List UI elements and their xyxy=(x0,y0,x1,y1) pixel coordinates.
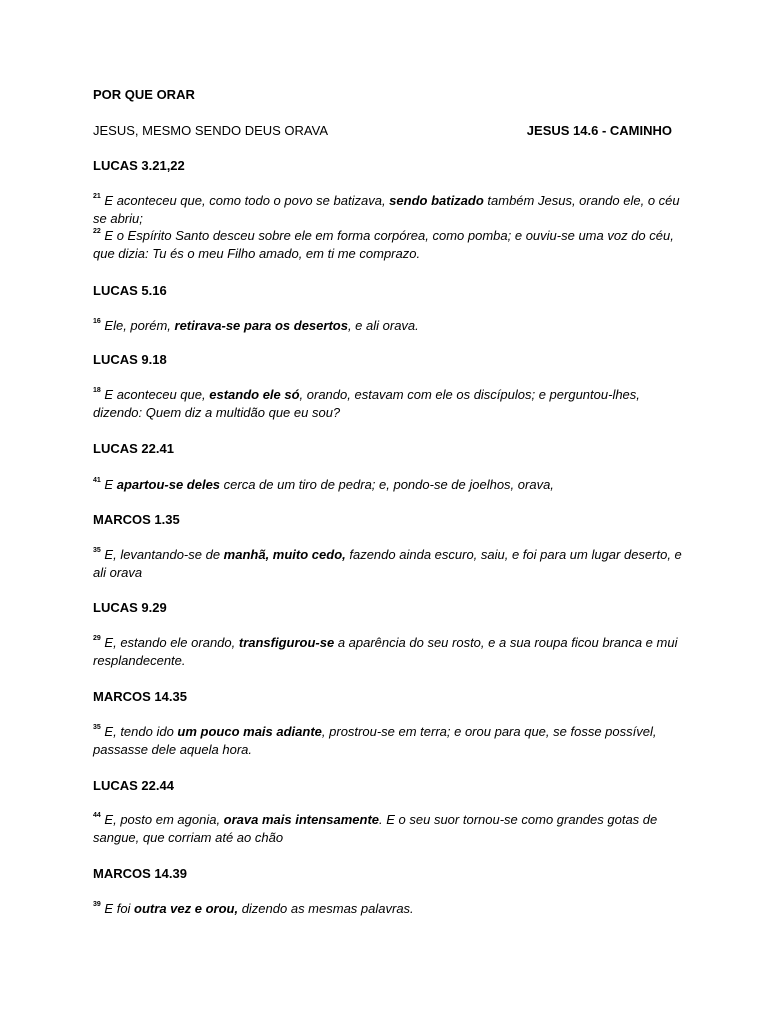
verse-number: 18 xyxy=(93,387,101,394)
verse-text xyxy=(93,811,683,847)
verse-segment: E aconteceu que, xyxy=(104,387,210,402)
verse-segment: fazendo ainda escuro, saiu, e foi para um lugar deserto, e ali orava xyxy=(93,547,682,580)
verse-segment: , orando, estavam com ele os discípulos; e perguntou-lhes, dizendo: Quem diz a multidão que eu sou? xyxy=(93,387,640,420)
section-reference: LUCAS 5.16 xyxy=(93,283,167,298)
verse-emphasis: outra vez e orou, xyxy=(134,901,239,916)
verse-segment: E, levantando-se de xyxy=(104,547,224,562)
verse-text xyxy=(93,476,683,494)
verse-number: 22 xyxy=(93,228,101,235)
verse-number: 35 xyxy=(93,724,101,731)
section-reference: LUCAS 9.18 xyxy=(93,352,167,367)
verse-segment: dizendo as mesmas palavras. xyxy=(238,901,414,916)
verse-text xyxy=(93,634,683,670)
verse-text xyxy=(93,192,683,228)
verse-number: 41 xyxy=(93,477,101,484)
verse-segment: Ele, porém, xyxy=(104,318,175,333)
verse-emphasis: estando ele só xyxy=(209,387,300,402)
verse-emphasis: apartou-se deles xyxy=(116,477,221,492)
subtitle-right: JESUS 14.6 - CAMINHO xyxy=(526,123,672,138)
verse-number: 16 xyxy=(93,318,101,325)
verse-emphasis: um pouco mais adiante xyxy=(177,724,322,739)
verse-emphasis: transfigurou-se xyxy=(238,635,335,650)
verse-segment: E aconteceu que, como todo o povo se batizava, xyxy=(104,193,390,208)
verse-segment: . E o seu suor tornou-se como grandes gotas de sangue, que corriam até ao chão xyxy=(93,812,658,845)
verse-text xyxy=(93,317,683,335)
verse-segment: também Jesus, orando ele, o céu se abriu; xyxy=(93,193,680,226)
verse-text xyxy=(93,723,683,759)
verse-segment: E xyxy=(104,477,117,492)
verse-segment: , e ali orava. xyxy=(347,318,419,333)
verse-text xyxy=(93,546,683,582)
verse-segment: E o Espírito Santo desceu sobre ele em forma corpórea, como pomba; e ouviu-se uma voz do céu, que dizia: Tu és o meu Filho amado, em ti me comprazo. xyxy=(93,228,674,261)
subtitle-left: JESUS, MESMO SENDO DEUS ORAVA xyxy=(93,123,329,138)
verse-segment: E, estando ele orando, xyxy=(104,635,239,650)
verse-number: 21 xyxy=(93,193,101,200)
section-reference: LUCAS 9.29 xyxy=(93,600,167,615)
verse-number: 44 xyxy=(93,812,101,819)
verse-emphasis: manhã, muito cedo, xyxy=(223,547,346,562)
section-reference: LUCAS 22.44 xyxy=(93,778,174,793)
section-reference: LUCAS 3.21,22 xyxy=(93,158,185,173)
section-reference: LUCAS 22.41 xyxy=(93,441,174,456)
verse-text xyxy=(93,900,683,918)
verse-segment: E, posto em agonia, xyxy=(104,812,224,827)
verse-text xyxy=(93,386,683,422)
verse-segment: cerca de um tiro de pedra; e, pondo-se de joelhos, orava, xyxy=(220,477,554,492)
verse-text xyxy=(93,227,683,263)
section-reference: MARCOS 14.39 xyxy=(93,866,187,881)
verse-emphasis: orava mais intensamente xyxy=(223,812,380,827)
verse-number: 39 xyxy=(93,901,101,908)
verse-segment: a aparência do seu rosto, e a sua roupa ficou branca e mui resplandecente. xyxy=(93,635,678,668)
verse-emphasis: retirava-se para os desertos xyxy=(174,318,348,333)
verse-emphasis: sendo batizado xyxy=(389,193,484,208)
page-title: POR QUE ORAR xyxy=(93,87,195,102)
verse-segment: , prostrou-se em terra; e orou para que, se fosse possível, passasse dele aquela hora. xyxy=(93,724,657,757)
section-reference: MARCOS 14.35 xyxy=(93,689,187,704)
verse-number: 35 xyxy=(93,547,101,554)
verse-number: 29 xyxy=(93,635,101,642)
verse-segment: E, tendo ido xyxy=(104,724,178,739)
verse-segment: E foi xyxy=(104,901,135,916)
section-reference: MARCOS 1.35 xyxy=(93,512,180,527)
